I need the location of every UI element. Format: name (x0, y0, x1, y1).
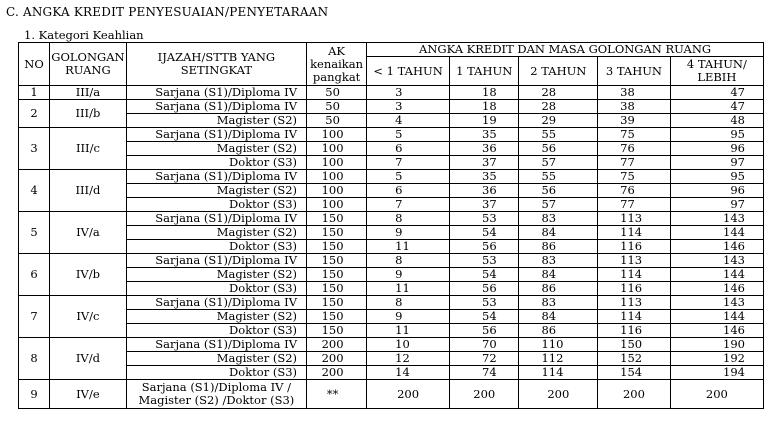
header-ijazah: IJAZAH/STTB YANG SETINGKAT (126, 43, 306, 86)
cell-2y: 57 (519, 198, 598, 212)
table-row (19, 310, 764, 324)
cell-no: 4 (19, 170, 50, 212)
cell-lt1: 9 (367, 268, 450, 282)
cell-2y: 57 (519, 156, 598, 170)
cell-ijazah: Doktor (S3) (126, 366, 306, 380)
cell-1y: 56 (450, 324, 519, 338)
cell-1y: 54 (450, 226, 519, 240)
cell-golongan: IV/a (50, 212, 127, 254)
table-row (19, 352, 764, 366)
cell-3y: 116 (598, 324, 671, 338)
cell-lt1: 8 (367, 212, 450, 226)
header-col-lt1: < 1 TAHUN (367, 57, 450, 86)
ijazah-line-2: Magister (S2) /Doktor (S3) (138, 393, 295, 407)
cell-golongan: III/d (50, 170, 127, 212)
cell-2y: 110 (519, 338, 598, 352)
cell-lt1: 200 (367, 380, 450, 409)
table-row (19, 296, 764, 310)
cell-ak: 200 (307, 338, 367, 352)
cell-3y: 200 (598, 380, 671, 409)
cell-ijazah: Sarjana (S1)/Diploma IV (126, 212, 306, 226)
cell-2y: 200 (519, 380, 598, 409)
cell-lt1: 6 (367, 142, 450, 156)
cell-1y: 19 (450, 114, 519, 128)
cell-1y: 53 (450, 212, 519, 226)
cell-lt1: 12 (367, 352, 450, 366)
cell-1y: 70 (450, 338, 519, 352)
cell-golongan: III/a (50, 86, 127, 100)
cell-4y: 48 (670, 114, 763, 128)
cell-4y: 97 (670, 156, 763, 170)
cell-4y: 96 (670, 142, 763, 156)
cell-3y: 38 (598, 86, 671, 100)
cell-2y: 112 (519, 352, 598, 366)
cell-4y: 143 (670, 254, 763, 268)
cell-4y: 143 (670, 212, 763, 226)
cell-ijazah: Magister (S2) (126, 310, 306, 324)
cell-4y: 144 (670, 226, 763, 240)
cell-lt1: 3 (367, 100, 450, 114)
cell-1y: 53 (450, 296, 519, 310)
cell-4y: 194 (670, 366, 763, 380)
cell-lt1: 10 (367, 338, 450, 352)
cell-2y: 56 (519, 184, 598, 198)
cell-golongan: IV/b (50, 254, 127, 296)
table-row (19, 184, 764, 198)
cell-lt1: 5 (367, 170, 450, 184)
cell-2y: 55 (519, 170, 598, 184)
cell-4y: 146 (670, 324, 763, 338)
cell-3y: 76 (598, 142, 671, 156)
cell-ijazah: Doktor (S3) (126, 156, 306, 170)
cell-2y: 84 (519, 226, 598, 240)
table-row (19, 324, 764, 338)
cell-ak: 100 (307, 142, 367, 156)
cell-4y: 144 (670, 268, 763, 282)
cell-ijazah: Sarjana (S1)/Diploma IV (126, 254, 306, 268)
table-row (19, 170, 764, 184)
cell-1y: 36 (450, 142, 519, 156)
sub-heading: 1. Kategori Keahlian (24, 28, 144, 42)
credit-table (18, 42, 764, 409)
cell-no: 1 (19, 86, 50, 100)
cell-ak: 200 (307, 352, 367, 366)
cell-3y: 116 (598, 240, 671, 254)
cell-1y: 53 (450, 254, 519, 268)
cell-ak: 150 (307, 268, 367, 282)
cell-lt1: 11 (367, 282, 450, 296)
header-col-4: 4 TAHUN/ LEBIH (670, 57, 763, 86)
cell-3y: 150 (598, 338, 671, 352)
cell-3y: 113 (598, 254, 671, 268)
cell-4y: 47 (670, 100, 763, 114)
table-row (19, 114, 764, 128)
cell-no: 7 (19, 296, 50, 338)
cell-2y: 86 (519, 282, 598, 296)
cell-1y: 200 (450, 380, 519, 409)
cell-no: 3 (19, 128, 50, 170)
cell-ijazah: Sarjana (S1)/Diploma IV (126, 100, 306, 114)
cell-ijazah: Magister (S2) (126, 226, 306, 240)
cell-ijazah: Sarjana (S1)/Diploma IV (126, 170, 306, 184)
cell-3y: 76 (598, 184, 671, 198)
cell-3y: 116 (598, 282, 671, 296)
cell-4y: 143 (670, 296, 763, 310)
cell-1y: 56 (450, 282, 519, 296)
table-row (19, 240, 764, 254)
cell-2y: 83 (519, 254, 598, 268)
cell-3y: 75 (598, 128, 671, 142)
cell-ijazah: Magister (S2) (126, 114, 306, 128)
cell-ak: 100 (307, 128, 367, 142)
table-row (19, 86, 764, 100)
cell-2y: 114 (519, 366, 598, 380)
cell-4y: 190 (670, 338, 763, 352)
cell-3y: 77 (598, 156, 671, 170)
cell-ak: 100 (307, 156, 367, 170)
cell-4y: 192 (670, 352, 763, 366)
cell-ijazah: Doktor (S3) (126, 282, 306, 296)
cell-lt1: 11 (367, 324, 450, 338)
cell-ak: 150 (307, 310, 367, 324)
table-row (19, 212, 764, 226)
cell-1y: 18 (450, 100, 519, 114)
cell-ak: 150 (307, 212, 367, 226)
cell-1y: 36 (450, 184, 519, 198)
cell-4y: 200 (670, 380, 763, 409)
cell-4y: 146 (670, 240, 763, 254)
cell-lt1: 7 (367, 198, 450, 212)
cell-1y: 74 (450, 366, 519, 380)
cell-no: 6 (19, 254, 50, 296)
cell-2y: 84 (519, 268, 598, 282)
table-row (19, 128, 764, 142)
cell-4y: 47 (670, 86, 763, 100)
cell-3y: 154 (598, 366, 671, 380)
cell-4y: 96 (670, 184, 763, 198)
table-row (19, 142, 764, 156)
cell-lt1: 9 (367, 226, 450, 240)
table-row (19, 282, 764, 296)
cell-ijazah: Doktor (S3) (126, 324, 306, 338)
cell-4y: 97 (670, 198, 763, 212)
cell-ak: 50 (307, 100, 367, 114)
table-row (19, 100, 764, 114)
cell-ak: 200 (307, 366, 367, 380)
header-no: NO (19, 43, 50, 86)
cell-4y: 95 (670, 170, 763, 184)
cell-ijazah: Sarjana (S1)/Diploma IV (126, 86, 306, 100)
cell-ijazah (126, 380, 306, 409)
cell-ijazah: Magister (S2) (126, 142, 306, 156)
table-body (19, 86, 764, 409)
cell-ijazah: Sarjana (S1)/Diploma IV (126, 296, 306, 310)
section-heading: C. ANGKA KREDIT PENYESUAIAN/PENYETARAAN (6, 5, 329, 19)
cell-golongan: IV/c (50, 296, 127, 338)
table-row (19, 226, 764, 240)
cell-3y: 114 (598, 226, 671, 240)
cell-ijazah: Sarjana (S1)/Diploma IV (126, 338, 306, 352)
cell-3y: 75 (598, 170, 671, 184)
cell-lt1: 9 (367, 310, 450, 324)
cell-ijazah: Magister (S2) (126, 352, 306, 366)
cell-ak: 100 (307, 184, 367, 198)
header-group: ANGKA KREDIT DAN MASA GOLONGAN RUANG (367, 43, 764, 57)
cell-3y: 152 (598, 352, 671, 366)
cell-2y: 83 (519, 212, 598, 226)
cell-2y: 86 (519, 240, 598, 254)
cell-ak: 100 (307, 198, 367, 212)
header-col-1: 1 TAHUN (450, 57, 519, 86)
cell-3y: 114 (598, 268, 671, 282)
cell-3y: 38 (598, 100, 671, 114)
cell-golongan: III/c (50, 128, 127, 170)
table-row (19, 380, 764, 409)
cell-ak: 150 (307, 254, 367, 268)
cell-4y: 146 (670, 282, 763, 296)
cell-golongan: IV/e (50, 380, 127, 409)
cell-golongan: III/b (50, 100, 127, 128)
table-row (19, 156, 764, 170)
cell-3y: 77 (598, 198, 671, 212)
cell-lt1: 5 (367, 128, 450, 142)
cell-ijazah: Magister (S2) (126, 268, 306, 282)
cell-ak: 150 (307, 226, 367, 240)
cell-golongan: IV/d (50, 338, 127, 380)
cell-ak: ** (307, 380, 367, 409)
cell-ijazah: Sarjana (S1)/Diploma IV (126, 128, 306, 142)
cell-1y: 37 (450, 198, 519, 212)
cell-ak: 50 (307, 114, 367, 128)
cell-ijazah: Doktor (S3) (126, 240, 306, 254)
cell-2y: 84 (519, 310, 598, 324)
cell-lt1: 11 (367, 240, 450, 254)
cell-2y: 55 (519, 128, 598, 142)
cell-2y: 28 (519, 86, 598, 100)
cell-1y: 35 (450, 170, 519, 184)
cell-1y: 37 (450, 156, 519, 170)
cell-2y: 83 (519, 296, 598, 310)
cell-ak: 150 (307, 240, 367, 254)
cell-lt1: 4 (367, 114, 450, 128)
cell-ak: 150 (307, 282, 367, 296)
cell-ak: 50 (307, 86, 367, 100)
cell-2y: 56 (519, 142, 598, 156)
header-golongan: GOLONGAN RUANG (50, 43, 127, 86)
cell-1y: 72 (450, 352, 519, 366)
cell-no: 9 (19, 380, 50, 409)
cell-ak: 150 (307, 296, 367, 310)
cell-1y: 56 (450, 240, 519, 254)
header-col-2: 2 TAHUN (519, 57, 598, 86)
header-ak: AK kenaikan pangkat (307, 43, 367, 86)
table-row (19, 268, 764, 282)
cell-1y: 54 (450, 310, 519, 324)
cell-lt1: 3 (367, 86, 450, 100)
cell-3y: 113 (598, 296, 671, 310)
cell-lt1: 14 (367, 366, 450, 380)
cell-no: 5 (19, 212, 50, 254)
cell-no: 2 (19, 100, 50, 128)
cell-lt1: 8 (367, 254, 450, 268)
cell-3y: 39 (598, 114, 671, 128)
cell-ak: 150 (307, 324, 367, 338)
cell-lt1: 7 (367, 156, 450, 170)
cell-1y: 35 (450, 128, 519, 142)
cell-4y: 144 (670, 310, 763, 324)
cell-ak: 100 (307, 170, 367, 184)
cell-lt1: 8 (367, 296, 450, 310)
cell-ijazah: Magister (S2) (126, 184, 306, 198)
cell-2y: 28 (519, 100, 598, 114)
cell-3y: 114 (598, 310, 671, 324)
cell-3y: 113 (598, 212, 671, 226)
cell-1y: 54 (450, 268, 519, 282)
table-row (19, 366, 764, 380)
table-row (19, 198, 764, 212)
cell-no: 8 (19, 338, 50, 380)
header-col-3: 3 TAHUN (598, 57, 671, 86)
cell-lt1: 6 (367, 184, 450, 198)
cell-4y: 95 (670, 128, 763, 142)
ijazah-line-1: Sarjana (S1)/Diploma IV / (141, 380, 292, 394)
cell-1y: 18 (450, 86, 519, 100)
cell-2y: 29 (519, 114, 598, 128)
table-row (19, 338, 764, 352)
cell-2y: 86 (519, 324, 598, 338)
cell-ijazah: Doktor (S3) (126, 198, 306, 212)
table-row (19, 254, 764, 268)
